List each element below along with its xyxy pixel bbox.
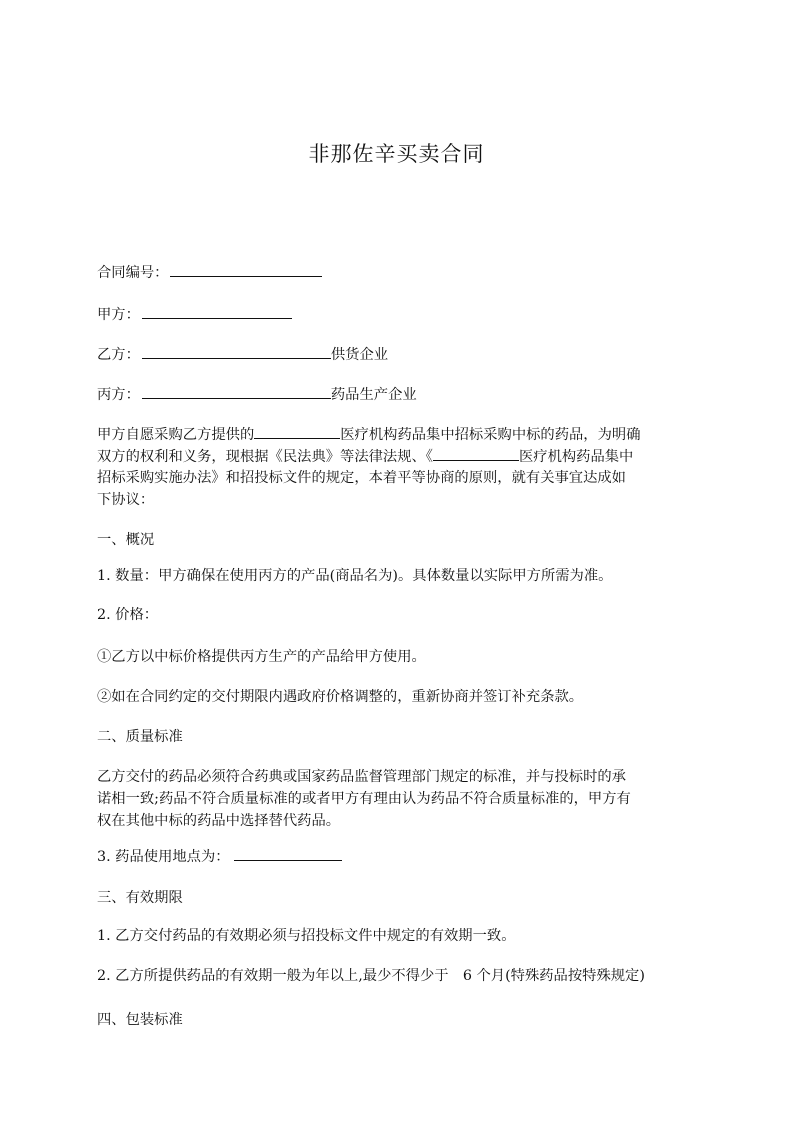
- party-b-label: 乙方：: [97, 347, 140, 363]
- contract-number-label: 合同编号：: [97, 265, 169, 281]
- section-3-item-2: 2. 乙方所提供药品的有效期一般为年以上,最少不得少于 6 个月(特殊药品按特殊规定): [97, 968, 645, 984]
- section-1-item-1: 1. 数量：甲方确保在使用丙方的产品(商品名为)。具体数量以实际甲方所需为准。: [97, 568, 613, 584]
- party-a-blank: [142, 303, 292, 319]
- section-2-item-3: [97, 845, 342, 868]
- party-c-blank: [142, 383, 331, 399]
- intro-blank-2: [433, 445, 519, 461]
- party-b-suffix: 供货企业: [330, 347, 389, 363]
- party-c-label: 丙方：: [97, 387, 140, 403]
- intro-text: 医疗机构药品集中招标采购中标的药品，为明确: [340, 427, 641, 443]
- contract-number-blank: [170, 261, 322, 277]
- section-2-para-line-3: 权在其他中标的药品中选择替代药品。: [97, 813, 341, 829]
- section-3-heading: 三、有效期限: [97, 890, 183, 906]
- section-2-para-line-1: 乙方交付的药品必须符合药典或国家药品监督管理部门规定的标准，并与投标时的承: [97, 769, 626, 785]
- intro-blank-1: [254, 423, 340, 439]
- intro-line-2: [97, 445, 633, 468]
- usage-location-label: 3. 药品使用地点为：: [97, 849, 230, 865]
- party-a-row: [97, 303, 292, 326]
- intro-line-1: [97, 423, 641, 446]
- party-b-row: [97, 343, 388, 366]
- party-c-suffix: 药品生产企业: [330, 387, 417, 403]
- section-1-sub-2: ②如在合同约定的交付期限内遇政府价格调整的，重新协商并签订补充条款。: [97, 689, 584, 705]
- intro-text: 甲方自愿采购乙方提供的: [97, 427, 255, 443]
- usage-location-blank: [234, 845, 342, 861]
- section-1-item-2: 2. 价格：: [97, 607, 159, 623]
- intro-text: 医疗机构药品集中: [518, 449, 634, 465]
- section-1-sub-1: ①乙方以中标价格提供丙方生产的产品给甲方使用。: [97, 649, 426, 665]
- section-4-heading: 四、包装标准: [97, 1012, 183, 1028]
- section-2-para-line-2: 诺相一致;药品不符合质量标准的或者甲方有理由认为药品不符合质量标准的，甲方有: [97, 791, 631, 807]
- contract-number-row: [97, 261, 322, 284]
- party-a-label: 甲方：: [97, 307, 140, 323]
- section-1-heading: 一、概况: [97, 532, 155, 548]
- intro-text: 双方的权利和义务，现根据《民法典》等法律法规、《: [97, 449, 433, 465]
- party-b-blank: [142, 343, 331, 359]
- intro-line-4: 下协议：: [97, 492, 155, 508]
- intro-line-3: 招标采购实施办法》和招投标文件的规定，本着平等协商的原则，就有关事宜达成如: [97, 470, 626, 486]
- page-title: 非那佐辛买卖合同: [308, 142, 485, 166]
- party-c-row: [97, 383, 417, 406]
- section-2-heading: 二、质量标准: [97, 729, 183, 745]
- section-3-item-1: 1. 乙方交付药品的有效期必须与招投标文件中规定的有效期一致。: [97, 928, 516, 944]
